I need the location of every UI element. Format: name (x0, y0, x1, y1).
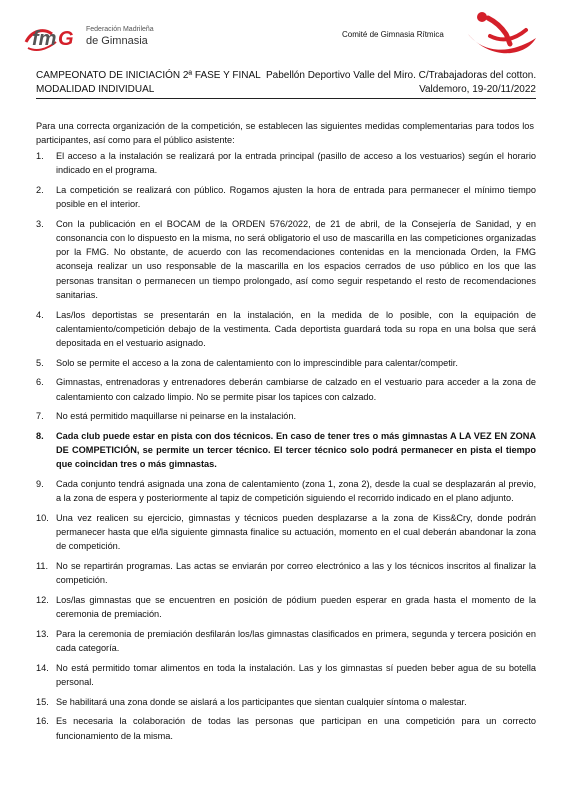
rule-text: Con la publicación en el BOCAM de la ORDEN 576/2022, de 21 de abril, de la Consejería de Sanidad, y en consonancia con lo dispuesto en la misma, no será obligatorio el uso de mascarilla en las competiciones organizadas por la FMG. No obstante, de acuerdo con las recomendaciones contenidas en la mencionada Orden, la FMG aconseja realizar un uso responsable de la mascarilla en los espacios cerrados de uso público en los que las personas transitan o permanecen un tiempo prolongado, así como seguir respetando el resto de recomendaciones sanitarias. (56, 218, 536, 300)
rule-text: Cada club puede estar en pista con dos técnicos. En caso de tener tres o más gimnastas A LA VEZ EN ZONA DE COMPETICIÓN, se permite un tercer técnico. El tercer técnico solo podrá permanecer en pista el tiempo que coincidan tres o más gimnastas. (56, 430, 536, 470)
fmg-logo-mark-icon (22, 12, 82, 56)
rule-item (36, 149, 536, 177)
rule-number: 8. (36, 430, 44, 441)
rule-number: 13. (36, 628, 49, 639)
rule-item (36, 627, 536, 655)
venue-address: Pabellón Deportivo Valle del Miro. C/Trabajadoras del cotton. (266, 70, 537, 81)
committee-label: Comité de Gimnasia Rítmica (342, 30, 444, 39)
rule-text: No se repartirán programas. Las actas se enviarán por correo electrónico a las y los técnicos inscritos al finalizar la competición. (56, 561, 536, 586)
rule-text: Es necesaria la colaboración de todas las personas que participan en una competición para un correcto funcionamiento de la misma. (56, 716, 536, 741)
rule-number: 1. (36, 151, 44, 161)
rule-number: 4. (36, 309, 44, 320)
rule-number: 12. (36, 594, 49, 605)
rule-text: Para la ceremonia de premiación desfilarán los/las gimnastas clasificados en primera, segunda y tercera posición en cada categoría. (56, 628, 536, 654)
rule-number: 5. (36, 357, 44, 368)
rule-item (36, 356, 536, 370)
rule-item (36, 429, 536, 472)
rule-number: 14. (36, 662, 49, 673)
rule-number: 15. (36, 696, 49, 707)
rule-item (36, 593, 536, 621)
rule-item (36, 308, 536, 351)
rule-item (36, 375, 536, 403)
rule-text: La competición se realizará con público. Rogamos ajusten la hora de entrada para permanecer el mínimo tiempo posible en el interior. (56, 184, 536, 210)
federation-label-small: Federación Madrileña (86, 26, 154, 33)
rule-item (36, 183, 536, 211)
event-date: Valdemoro, 19-20/11/2022 (419, 84, 536, 95)
rule-number: 7. (36, 411, 44, 422)
rule-text: El acceso a la instalación se realizará por la entrada principal (pasillo de acceso a los vestuarios) según el horario indicado en el programa. (56, 151, 536, 176)
rule-item (36, 714, 536, 742)
rules-list (36, 149, 536, 748)
rule-number: 11. (36, 561, 49, 572)
rhythmic-gymnastics-ribbon-icon (462, 8, 542, 60)
rule-item (36, 661, 536, 689)
modality-label: MODALIDAD INDIVIDUAL (36, 84, 155, 95)
rule-text: Cada conjunto tendrá asignada una zona de calentamiento (zona 1, zona 2), desde la cual se desplazarán al previo, a la zona de espera y posteriormente al tapiz de competición siguiendo el recorrido indicado en el plano adjunto. (56, 479, 536, 504)
rule-number: 16. (36, 716, 49, 727)
svg-text:fm: fm (32, 28, 57, 50)
rule-text: Se habilitará una zona donde se aislará a los participantes que sientan cualquier síntoma o malestar. (56, 696, 467, 707)
rule-text: No está permitido maquillarse ni peinarse en la instalación. (56, 411, 297, 422)
fmg-logo (22, 12, 172, 56)
intro-paragraph: Para una correcta organización de la competición, se establecen las siguientes medidas complementarias para todos los participantes, así como para el público asistente: (36, 121, 534, 146)
rule-number: 2. (36, 184, 44, 195)
rule-item (36, 477, 536, 505)
rule-text: Gimnastas, entrenadoras y entrenadores deberán cambiarse de calzado en el vestuario para acceder a la zona de calentamiento con calzado limpio. No se permite pisar los tapices con calzado. (56, 377, 536, 402)
page-header (0, 0, 565, 62)
rule-item (36, 559, 536, 587)
svg-text:G: G (58, 28, 74, 50)
header-divider (36, 98, 536, 99)
rule-text: Las/los deportistas se presentarán en la instalación, en la medida de lo posible, con la equipación de calentamiento/competición debajo de la vestimenta. Cada deportista guardará toda su ropa en una bolsa que será depositada en el vestuario asignado. (56, 309, 536, 348)
rule-text: Una vez realicen su ejercicio, gimnastas y técnicos pueden desplazarse a la zona de Kiss&Cry, donde podrán permanecer hasta que el/la siguiente gimnasta finalice su actuación, momento en el cual deberán abandonar la zona de competición. (56, 512, 536, 552)
rule-number: 6. (36, 377, 44, 388)
rule-number: 9. (36, 479, 44, 490)
rule-number: 3. (36, 218, 44, 229)
federation-label: de Gimnasia (86, 35, 148, 47)
rule-text: Solo se permite el acceso a la zona de calentamiento con lo imprescindible para calentar/competir. (56, 357, 458, 368)
rule-item (36, 409, 536, 423)
rule-number: 10. (36, 512, 49, 523)
rule-item (36, 511, 536, 554)
rule-text: Los/las gimnastas que se encuentren en posición de pódium pueden esperar en grada hasta el momento de la ceremonia de premiación. (56, 594, 536, 620)
rule-item (36, 217, 536, 302)
championship-title: CAMPEONATO DE INICIACIÓN 2ª FASE Y FINAL (36, 70, 261, 81)
rule-item (36, 695, 536, 709)
rule-text: No está permitido tomar alimentos en toda la instalación. Las y los gimnastas sí pueden beber agua de su botella personal. (56, 662, 536, 687)
